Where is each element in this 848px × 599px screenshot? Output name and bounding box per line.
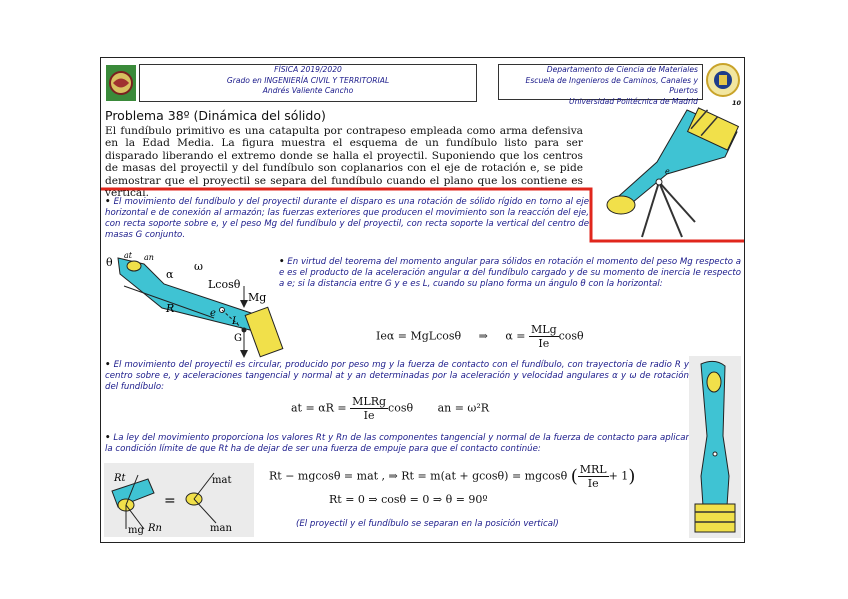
eq1-right-prefix: α =: [505, 329, 526, 343]
catapult-illustration: [587, 102, 742, 242]
bullet-1: • El movimiento del fundíbulo y del proyectil durante el disparo es una rotación de sólido rígido en torno al eje horizontal e de conexión al armazón; las fuerzas exteriores que producen el movimiento son la reacción del eje, con recta soporte sobre e, y el peso Mg del fundíbulo y del proyectil, con recta soporte la vertical del centro de masas G conjunto.: [105, 197, 589, 240]
problem-title: Problema 38º (Dinámica del sólido): [105, 108, 326, 123]
eq3-numerator: MRL: [579, 463, 607, 476]
bullet-1-text: El movimiento del fundíbulo y del proyectil durante el disparo es una rotación de sólido rígido en torno al eje horizontal e de conexión al armazón; las fuerzas exteriores que producen el movimiento son la reacción del eje, con recta soporte sobre e, y el peso Mg del fundíbulo y del proyectil, con recta soporte la vertical del centro de masas G conjunto.: [105, 197, 589, 240]
length-l-label: L: [232, 316, 239, 327]
eq1-denominator: Ie: [538, 337, 550, 350]
problem-statement: El fundíbulo primitivo es una catapulta por contrapeso empleada como arma defensiva en la Edad Media. La figura muestra el esquema de un fundíbulo listo para ser disparado liberando el extremo donde se halla el proyectil. Suponiendo que los centros de masas del proyectil y del fundíbulo son coplanarios con el eje de rotación e, se pide demostrar que el proyectil se separa del fundíbulo cuando el plano que los contiene es vertical.: [105, 125, 583, 200]
vertical-catapult: [685, 356, 743, 538]
bullet-4-text: La ley del movimiento proporciona los valores Rt y Rn de las componentes tangencial y normal de la fuerza de contacto para aplicar la condición límite de que Rt ha de dejar de ser una fuerza de empuje para que el contacto continúe:: [105, 433, 689, 454]
eq2-suffix: cosθ: [388, 401, 414, 415]
bullet-3: • El movimiento del proyectil es circular, producido por peso mg y la fuerza de contacto con el fundíbulo, con trayectoria de radio R y centro sobre e, y aceleraciones tangencial y normal at y an determinadas por la aceleración y velocidad angulares α y ω de rotación del fundíbulo:: [105, 360, 690, 392]
mat-label-fig: mat: [212, 475, 232, 486]
eq1-numerator: MLg: [531, 323, 557, 336]
omega-label: ω: [194, 260, 203, 273]
bullet-3-text: El movimiento del proyectil es circular, producido por peso mg y la fuerza de contacto con el fundíbulo, con trayectoria de radio R y centro sobre e, y aceleraciones tangencial y normal at y an determinadas por la aceleración y velocidad angulares α y ω de rotación del fundíbulo:: [105, 360, 690, 392]
course-line-1: FÍSICA 2019/2020: [274, 65, 342, 74]
eq1-suffix: cosθ: [558, 329, 584, 343]
equation-accelerations: [291, 395, 489, 422]
department-line-3: Universidad Politécnica de Madrid: [569, 96, 698, 106]
equation-contact-force: Rt − mgcosθ = mat , ⇒ Rt = m(at + gcosθ) = mgcosθ ( MRL Ie + 1): [269, 463, 636, 490]
bullet-2: • En virtud del teorema del momento angular para sólidos en rotación el momento del peso Mg respecto a e es el producto de la aceleración angular α del fundíbulo cargado y de su momento de inercia Ie respecto a e; si la distancia entre G y e es L, cuando su plano forma un ángulo θ con la horizontal:: [279, 257, 741, 289]
eq3-denominator: Ie: [587, 477, 599, 490]
top-red-rule: [281, 1, 541, 61]
mg-weight-label: Mg: [248, 291, 267, 304]
slide-page: [100, 57, 745, 543]
center-g-label: G: [234, 333, 242, 344]
bullet-2-text: En virtud del teorema del momento angular para sólidos en rotación el momento del peso Mg respecto a e es el producto de la aceleración angular α del fundíbulo cargado y de su momento de inercia Ie respecto a e; si la distancia entre G y e es L, cuando su plano forma un ángulo θ con la horizontal:: [279, 257, 741, 289]
radius-label: R: [166, 302, 175, 315]
course-line-2: Grado en INGENIERÍA CIVIL Y TERRITORIAL: [226, 75, 390, 85]
course-line-3: Andrés Valiente Cancho: [262, 86, 354, 95]
equals-sign-fig: =: [164, 493, 176, 509]
eq4-main: Rt = 0 ⇒ cosθ = 0 ⇒ θ = 90º: [329, 493, 488, 506]
eq2-prefix: at = αR =: [291, 401, 347, 415]
eq2-denominator: Ie: [363, 409, 375, 422]
eq1-left: Ieα = MgLcosθ: [376, 329, 462, 343]
man-label-fig: man: [210, 523, 232, 534]
mg-label-fig: mg: [128, 525, 144, 536]
force-diagram: [104, 246, 284, 366]
free-body-diagram: [104, 463, 254, 537]
equation-moment: [376, 323, 584, 350]
equation-condition: [329, 493, 488, 506]
bullet-4: • La ley del movimiento proporciona los valores Rt y Rn de las componentes tangencial y normal de la fuerza de contacto para aplicar la condición límite de que Rt ha de dejar de ser una fuerza de empuje para que el contacto continúe:: [105, 433, 689, 454]
rt-label-fig: Rt: [114, 473, 126, 484]
rn-label-fig: Rn: [148, 523, 162, 534]
eq2-an: an = ω²R: [437, 401, 490, 415]
theta-label: θ: [106, 256, 113, 269]
an-label-fig: an: [144, 253, 154, 262]
lcos-label: Lcosθ: [208, 278, 241, 291]
department-line-1: Departamento de Ciencia de Materiales: [546, 65, 698, 74]
at-label-fig: at: [124, 251, 132, 260]
conclusion-caption: (El proyectil y el fundíbulo se separan en la posición vertical): [296, 519, 559, 529]
eq1-arrow: ⇒: [478, 329, 488, 343]
axis-label-e-top: e: [665, 167, 670, 176]
department-line-2: Escuela de Ingenieros de Caminos, Canales y Puertos: [525, 75, 698, 95]
eq2-numerator: MLRg: [352, 395, 387, 408]
eq3-tail: + 1: [608, 469, 629, 483]
eq3-main: Rt − mgcosθ = mat , ⇒ Rt = m(at + gcosθ) = mgcosθ: [269, 469, 568, 483]
page-number: 10: [731, 99, 741, 107]
axis-e-label: e: [210, 308, 216, 319]
alpha-label: α: [166, 268, 174, 281]
